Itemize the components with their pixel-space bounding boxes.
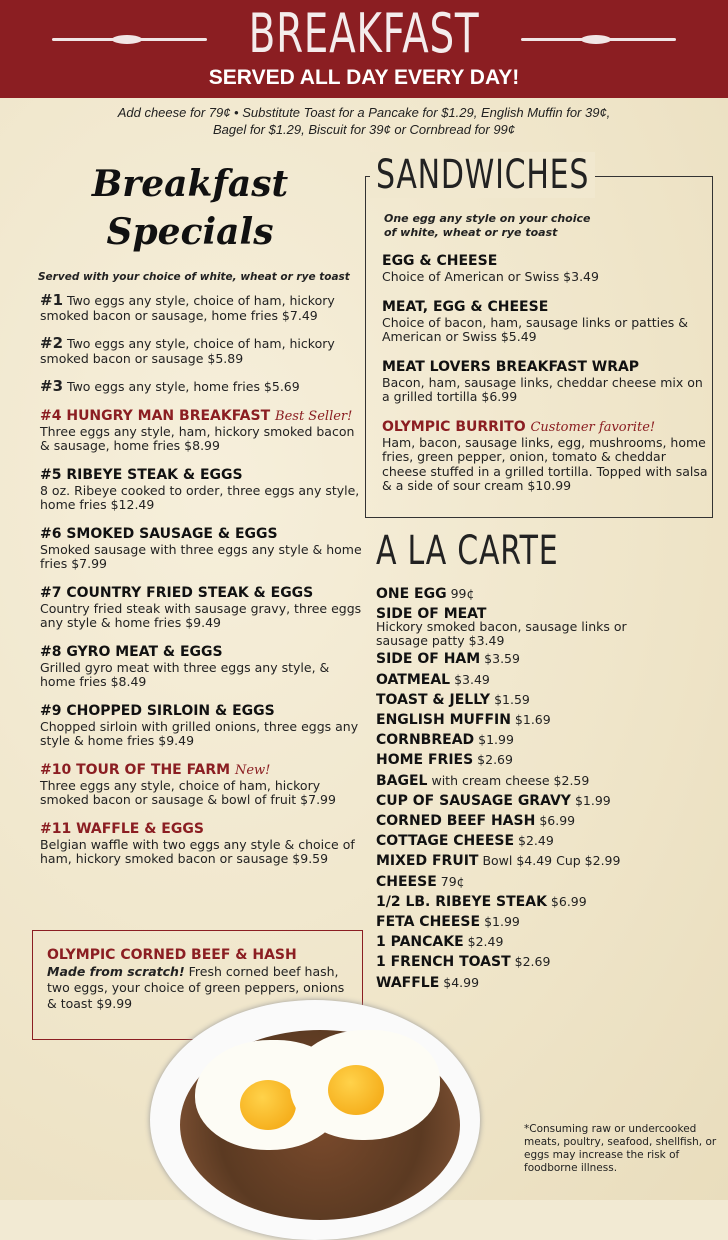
alacarte-item bbox=[376, 973, 676, 993]
specials-served-note: Served with your choice of white, wheat or rye toast bbox=[38, 271, 350, 283]
alacarte-name: CHEESE bbox=[376, 873, 437, 890]
corned-lead: Made from scratch! bbox=[47, 964, 185, 979]
specials-title-line: Breakfast bbox=[91, 163, 289, 205]
special-item bbox=[40, 585, 365, 631]
sandwiches-title: SANDWICHES bbox=[370, 152, 595, 198]
special-name: #8 GYRO MEAT & EGGS bbox=[40, 643, 223, 660]
alacarte-item bbox=[376, 932, 676, 952]
alacarte-price: $1.99 bbox=[574, 792, 611, 808]
special-desc: Belgian waffle with two eggs any style & choice of ham, hickory smoked bacon or sausage $9.59 bbox=[40, 836, 355, 866]
special-name: #5 RIBEYE STEAK & EGGS bbox=[40, 466, 243, 483]
alacarte-item bbox=[376, 730, 676, 750]
alacarte-price: $2.49 bbox=[467, 934, 504, 950]
special-item bbox=[40, 644, 365, 690]
alacarte-item bbox=[376, 690, 676, 710]
alacarte-item bbox=[376, 831, 676, 851]
alacarte-name: HOME FRIES bbox=[376, 752, 474, 769]
alacarte-name: OATMEAL bbox=[376, 671, 451, 688]
special-heading bbox=[40, 526, 365, 543]
alacarte-name: 1/2 LB. RIBEYE STEAK bbox=[376, 893, 547, 910]
alacarte-name: SIDE OF MEAT bbox=[376, 606, 487, 623]
special-desc: Three eggs any style, ham, hickory smoked bacon & sausage, home fries $8.99 bbox=[40, 423, 355, 453]
alacarte-item bbox=[376, 791, 676, 811]
special-desc: Two eggs any style, choice of ham, hickory smoked bacon or sausage, home fries $7.49 bbox=[40, 293, 335, 323]
sandwich-heading bbox=[382, 253, 712, 270]
special-heading bbox=[40, 467, 365, 484]
alacarte-item bbox=[376, 872, 676, 892]
alacarte-name: COTTAGE CHEESE bbox=[376, 833, 515, 850]
alacarte-name: MIXED FRUIT bbox=[376, 853, 479, 870]
special-name: #6 SMOKED SAUSAGE & EGGS bbox=[40, 525, 278, 542]
special-tag: New! bbox=[234, 762, 271, 778]
special-name: #10 TOUR OF THE FARM bbox=[40, 761, 231, 778]
sandwich-desc: Choice of bacon, ham, sausage links or patties & American or Swiss $5.49 bbox=[382, 314, 689, 344]
note-line: Bagel for $1.29, Biscuit for 39¢ or Cornbread for 99¢ bbox=[212, 122, 516, 137]
alacarte-item bbox=[376, 710, 676, 730]
sandwich-name: MEAT LOVERS BREAKFAST WRAP bbox=[382, 358, 640, 375]
note-line: Add cheese for 79¢ • Substitute Toast for a Pancake for $1.29, English Muffin for 39¢, bbox=[117, 105, 611, 120]
special-item bbox=[40, 379, 365, 395]
special-heading bbox=[40, 762, 365, 779]
alacarte-name: ENGLISH MUFFIN bbox=[376, 712, 511, 729]
header-banner bbox=[0, 0, 728, 98]
sandwich-desc: Choice of American or Swiss $3.49 bbox=[382, 269, 599, 284]
alacarte-item bbox=[376, 912, 676, 932]
special-item bbox=[40, 336, 365, 366]
alacarte-price: 99¢ bbox=[450, 586, 475, 601]
special-item bbox=[40, 762, 365, 808]
special-name: #4 HUNGRY MAN BREAKFAST bbox=[40, 407, 271, 424]
sandwich-heading bbox=[382, 419, 712, 436]
alacarte-name: WAFFLE bbox=[376, 974, 440, 991]
alacarte-price: $1.59 bbox=[494, 691, 530, 707]
alacarte-name: ONE EGG bbox=[376, 586, 447, 602]
special-item bbox=[40, 821, 365, 867]
alacarte-price: $2.49 bbox=[518, 833, 554, 849]
special-name: #7 COUNTRY FRIED STEAK & EGGS bbox=[40, 584, 314, 601]
page-title: BREAKFAST bbox=[248, 2, 480, 65]
alacarte-price: $1.99 bbox=[484, 914, 520, 930]
sandwich-desc: Bacon, ham, sausage links, cheddar cheese mix on a grilled tortilla $6.99 bbox=[382, 374, 703, 404]
special-desc: Two eggs any style, choice of ham, hickory smoked bacon or sausage $5.89 bbox=[40, 336, 335, 366]
special-desc: 8 oz. Ribeye cooked to order, three eggs any style, home fries $12.49 bbox=[40, 482, 360, 512]
alacarte-item bbox=[376, 750, 676, 770]
alacarte-name: CORNED BEEF HASH bbox=[376, 813, 536, 830]
special-number: #3 bbox=[40, 377, 64, 395]
alacarte-name: FETA CHEESE bbox=[376, 914, 481, 931]
page-subtitle: SERVED ALL DAY EVERY DAY! bbox=[208, 66, 520, 89]
special-item bbox=[40, 703, 365, 749]
special-desc: Country fried steak with sausage gravy, three eggs any style & home fries $9.49 bbox=[40, 600, 362, 630]
special-desc: Smoked sausage with three eggs any style & home fries $7.99 bbox=[40, 541, 362, 571]
sandwich-item bbox=[382, 419, 712, 494]
alacarte-price: $3.49 bbox=[454, 671, 490, 687]
disclaimer: *Consuming raw or undercooked meats, poultry, seafood, shellfish, or eggs may increase the risk of foodborne illness. bbox=[524, 1123, 717, 1174]
substitution-note bbox=[0, 104, 728, 138]
alacarte-desc: Hickory smoked bacon, sausage links or sausage patty $3.49 bbox=[376, 619, 627, 649]
alacarte-item bbox=[376, 670, 676, 690]
special-desc: Chopped sirloin with grilled onions, three eggs any style & home fries $9.49 bbox=[40, 718, 359, 748]
alacarte-price: $1.69 bbox=[514, 712, 551, 728]
fried-egg-icon bbox=[290, 1030, 440, 1140]
alacarte-item bbox=[376, 892, 676, 912]
corned-title: OLYMPIC CORNED BEEF & HASH bbox=[47, 947, 297, 963]
alacarte-price: $6.99 bbox=[550, 893, 587, 909]
alacarte-price: with cream cheese $2.59 bbox=[431, 772, 590, 788]
special-desc: Grilled gyro meat with three eggs any style, & home fries $8.49 bbox=[40, 659, 330, 689]
alacarte-price: $2.69 bbox=[514, 954, 551, 970]
special-heading bbox=[40, 408, 365, 425]
special-name: #11 WAFFLE & EGGS bbox=[40, 820, 204, 837]
sandwich-tag: Customer favorite! bbox=[530, 419, 656, 435]
alacarte-name: 1 FRENCH TOAST bbox=[376, 954, 511, 971]
alacarte-item bbox=[376, 604, 676, 648]
special-item bbox=[40, 467, 365, 513]
special-number: #2 bbox=[40, 334, 64, 352]
specials-title bbox=[60, 160, 320, 256]
alacarte-name: CUP OF SAUSAGE GRAVY bbox=[376, 792, 571, 809]
alacarte-item bbox=[376, 811, 676, 831]
alacarte-name: TOAST & JELLY bbox=[376, 691, 491, 708]
special-item bbox=[40, 526, 365, 572]
alacarte-name: SIDE OF HAM bbox=[376, 651, 481, 668]
special-tag: Best Seller! bbox=[275, 408, 353, 424]
alacarte-price: Bowl $4.49 Cup $2.99 bbox=[482, 853, 621, 869]
special-desc: Three eggs any style, choice of ham, hickory smoked bacon or sausage & bowl of fruit $7.99 bbox=[40, 777, 336, 807]
alacarte-price: $1.99 bbox=[478, 732, 514, 748]
special-item bbox=[40, 293, 365, 323]
alacarte-item bbox=[376, 584, 676, 604]
alacarte-price: $3.59 bbox=[484, 651, 520, 667]
alacarte-list bbox=[376, 584, 676, 993]
sandwich-heading bbox=[382, 359, 712, 376]
sandwich-heading bbox=[382, 299, 712, 316]
alacarte-name: CORNBREAD bbox=[376, 732, 475, 749]
sandwich-desc: Ham, bacon, sausage links, egg, mushrooms, home fries, green pepper, onion, tomato & cheddar cheese stuffed in a grilled tortilla. Topped with salsa & a side of sour cream $10.99 bbox=[382, 434, 708, 493]
special-item bbox=[40, 408, 365, 454]
alacarte-title: A LA CARTE bbox=[376, 528, 559, 574]
specials-title-line: Specials bbox=[106, 211, 274, 253]
special-heading bbox=[40, 821, 365, 838]
alacarte-item bbox=[376, 851, 676, 871]
corned-desc-text: Fresh corned beef hash, two eggs, your choice of green peppers, onions & toast $9.99 bbox=[47, 964, 345, 1011]
alacarte-price: $2.69 bbox=[477, 752, 513, 768]
alacarte-item bbox=[376, 952, 676, 972]
special-name: #9 CHOPPED SIRLOIN & EGGS bbox=[40, 702, 275, 719]
alacarte-item bbox=[376, 771, 676, 791]
sandwich-item bbox=[382, 359, 712, 405]
alacarte-item bbox=[376, 649, 676, 669]
sandwich-name: MEAT, EGG & CHEESE bbox=[382, 298, 549, 315]
alacarte-name: 1 PANCAKE bbox=[376, 934, 464, 951]
alacarte-price: $6.99 bbox=[539, 813, 576, 829]
alacarte-name: BAGEL bbox=[376, 772, 428, 789]
special-desc: Two eggs any style, home fries $5.69 bbox=[67, 379, 300, 394]
specials-list bbox=[40, 293, 365, 880]
alacarte-price: $4.99 bbox=[443, 974, 480, 990]
special-heading bbox=[40, 585, 365, 602]
alacarte-price: 79¢ bbox=[440, 873, 465, 889]
sandwiches-list bbox=[382, 253, 712, 508]
sandwich-item bbox=[382, 299, 712, 345]
special-heading bbox=[40, 644, 365, 661]
sandwiches-note: One egg any style on your choice of white, wheat or rye toast bbox=[384, 212, 591, 239]
sandwich-item bbox=[382, 253, 712, 285]
special-number: #1 bbox=[40, 291, 64, 309]
sandwich-name: OLYMPIC BURRITO bbox=[382, 418, 526, 435]
sandwich-name: EGG & CHEESE bbox=[382, 253, 498, 269]
special-heading bbox=[40, 703, 365, 720]
